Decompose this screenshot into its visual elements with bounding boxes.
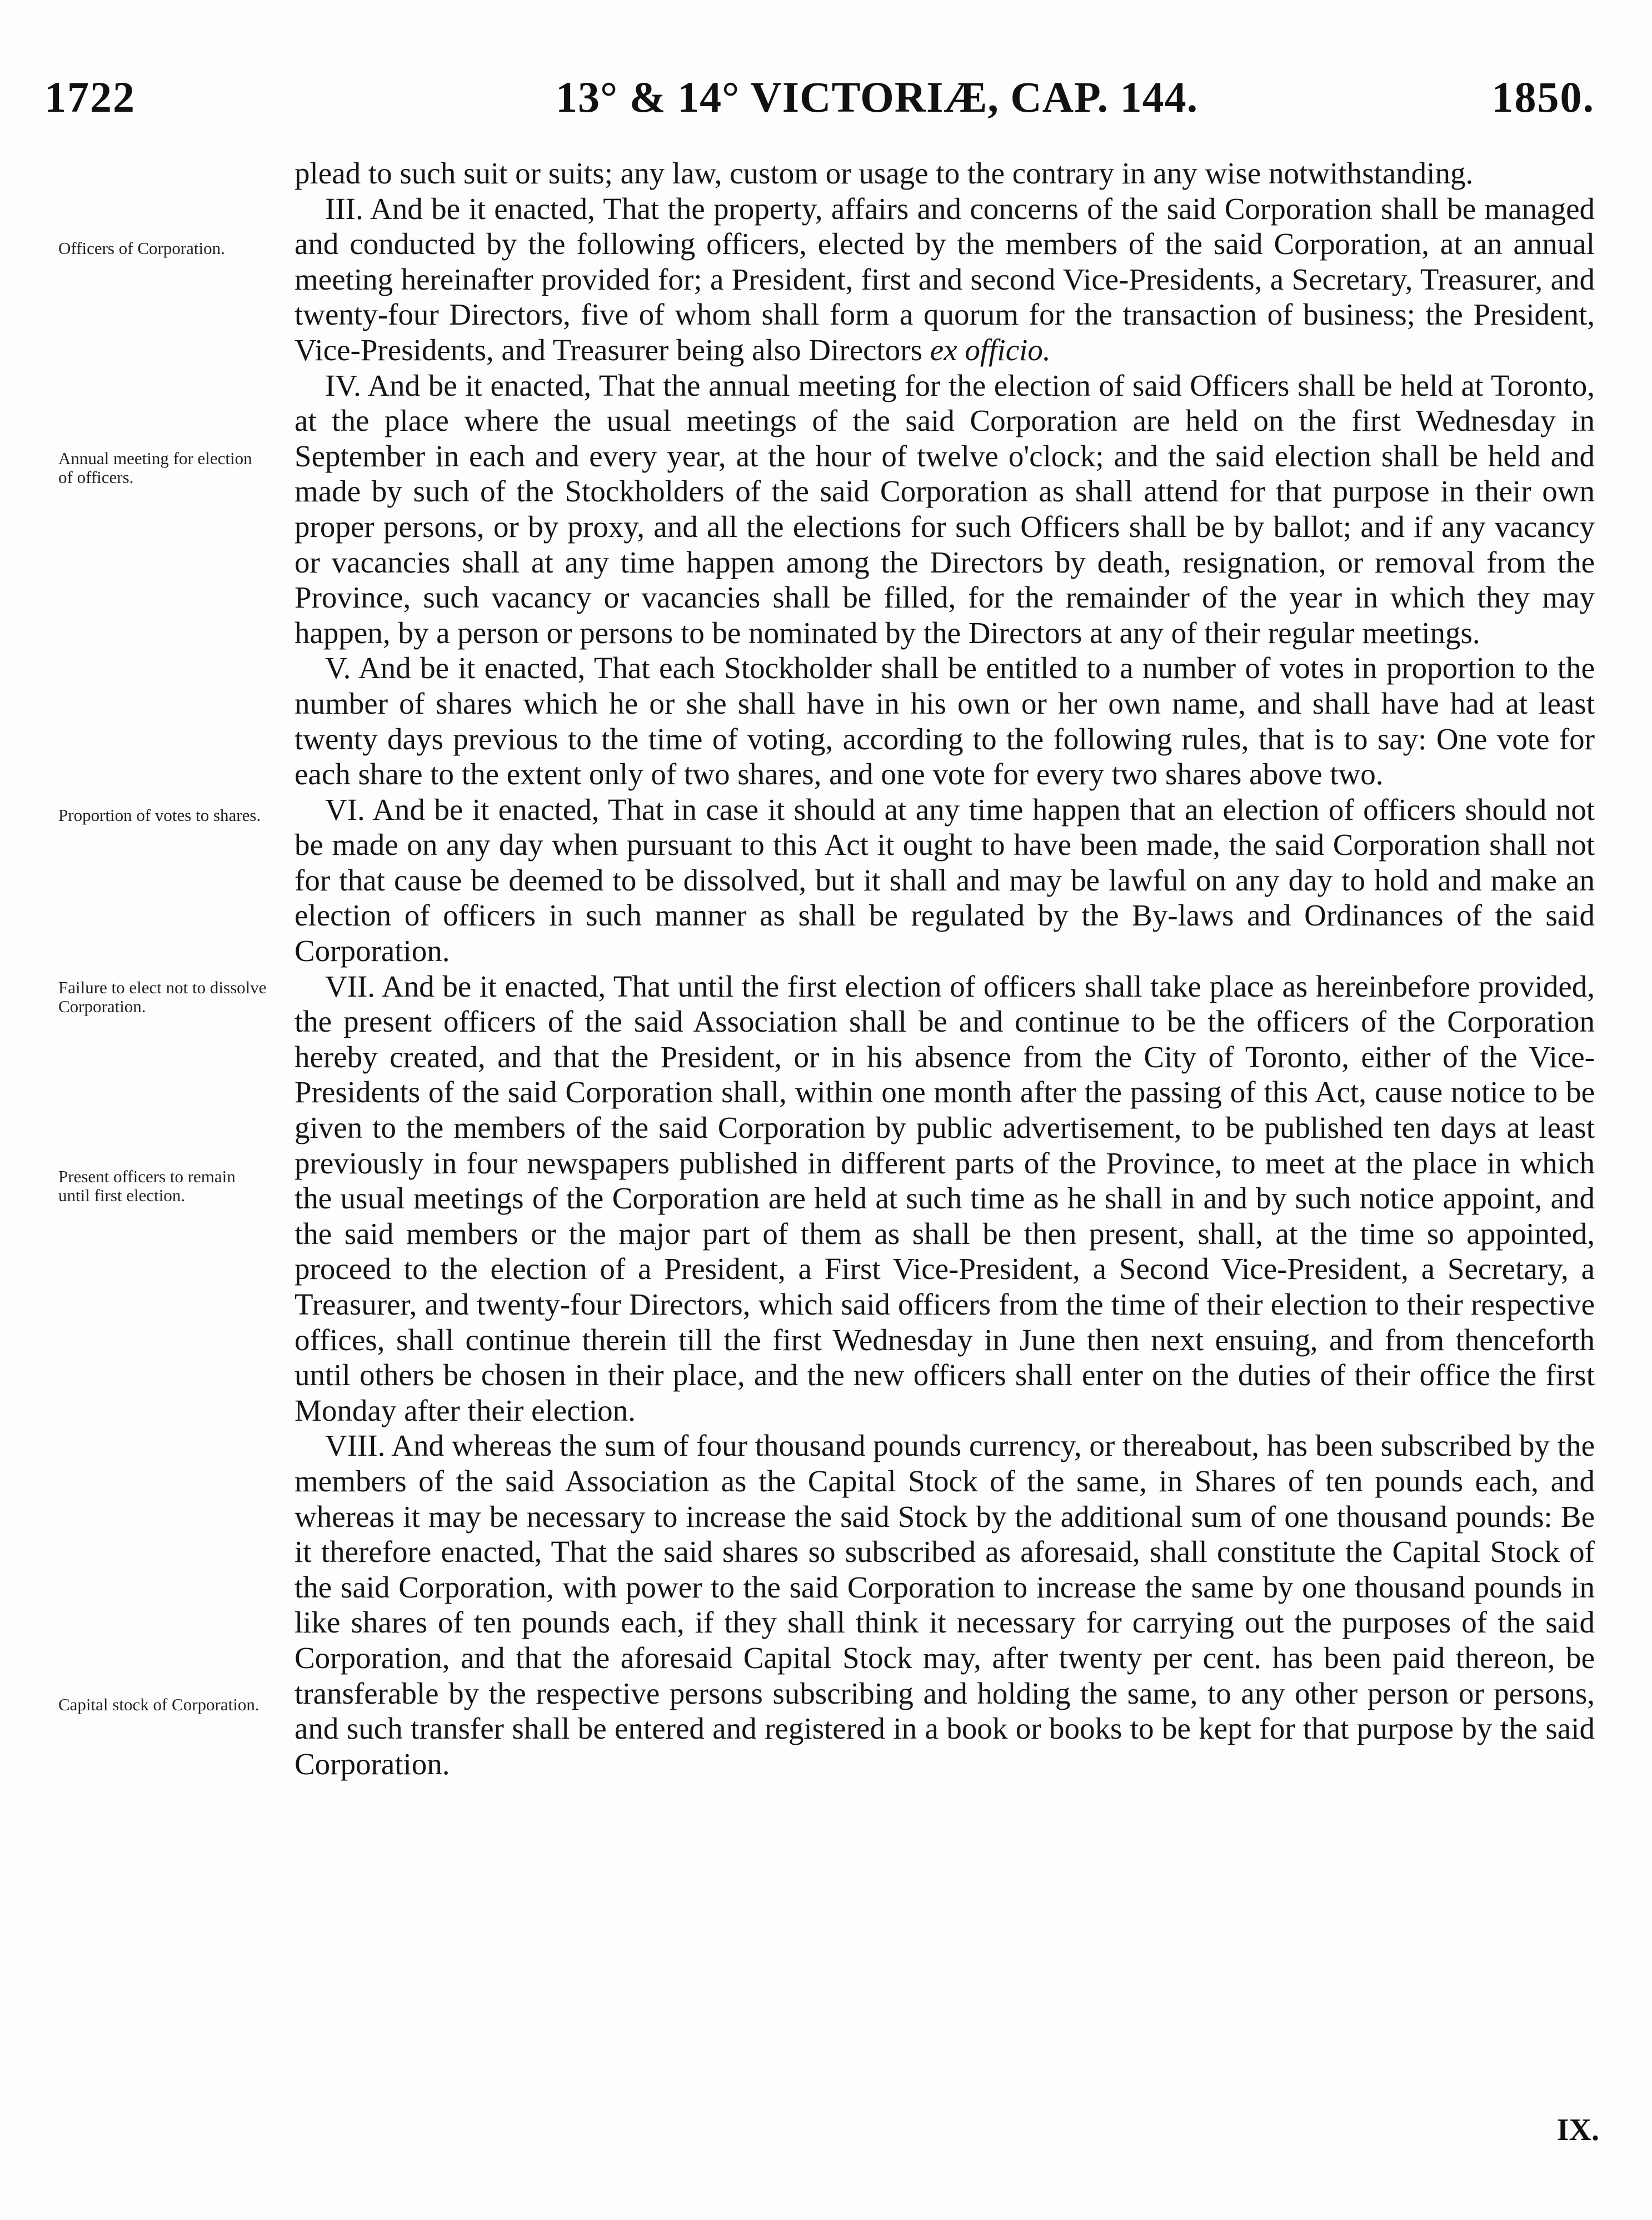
- page-number: 1722: [44, 73, 136, 121]
- header-year: 1850.: [1491, 73, 1595, 121]
- section-v: V. And be it enacted, That each Stockholder shall be entitled to a number of votes in proportion to the number of shares which he or she shall have in his own or her own name, and shall have had at least twenty days previous to the time of voting, according to the following rules, that is to say: One vote for each share to the extent only of two shares, and one vote for every two shares above two.: [295, 651, 1595, 792]
- section-viii: VIII. And whereas the sum of four thousand pounds currency, or thereabout, has been subscribed by the members of the said Association as the Capital Stock of the same, in Shares of ten pounds each, and whereas it may be necessary to increase the said Stock by the additional sum of one thousand pounds: Be it therefore enacted, That the said shares so subscribed as aforesaid, shall constitute the Capital Stock of the said Corporation, with power to the said Corporation to increase the same by one thousand pounds in like shares of ten pounds each, if they shall think it necessary for carrying out the purposes of the said Corporation, and that the aforesaid Capital Stock may, after twenty per cent. has been paid thereon, be transferable by the respective persons subscribing and holding the same, to any other person or persons, and such transfer shall be entered and registered in a book or books to be kept for that purpose by the said Corporation.: [295, 1428, 1595, 1781]
- running-title: 13° & 14° VICTORIÆ, CAP. 144.: [556, 73, 1199, 121]
- margin-note-capital-stock: Capital stock of Corporation.: [58, 1695, 259, 1714]
- section-iv: IV. And be it enacted, That the annual meeting for the election of said Officers shall be held at Toronto, at the place where the usual meetings of the said Corporation are held on the first Wednesday in September in each and every year, at the hour of twelve o'clock; and the said election shall be held and made by such of the Stockholders of the said Corporation as shall attend for that purpose in their own proper persons, or by proxy, and all the elections for such Officers shall be by ballot; and if any vacancy or vacancies shall at any time happen among the Directors by death, resignation, or removal from the Province, such vacancy or vacancies shall be filled, for the remainder of the year in which they may happen, by a person or persons to be nominated by the Directors at any of their regular meetings.: [295, 368, 1595, 650]
- margin-note-failure-to-elect: Failure to elect not to dissolve Corporation.: [58, 978, 267, 1016]
- section-vi: VI. And be it enacted, That in case it should at any time happen that an election of officers should not be made on any day when pursuant to this Act it ought to have been made, the said Corporation shall not for that cause be deemed to be dissolved, but it shall and may be lawful on any day to hold and make an election of officers in such manner as shall be regulated by the By-laws and Ordinances of the said Corporation.: [295, 792, 1595, 968]
- section-vii: VII. And be it enacted, That until the first election of officers shall take place as hereinbefore provided, the present officers of the said Association shall be and continue to be the officers of the Corporation hereby created, and that the President, or in his absence from the City of Toronto, either of the Vice-Presidents of the said Corporation shall, within one month after the passing of this Act, cause notice to be given to the members of the said Corporation by public advertisement, to be published ten days at least previously in four newspapers published in different parts of the Province, to meet at the place in which the usual meetings of the Corporation are held at such time as he shall in and by such notice appoint, and the said members or the major part of them as shall be then present, shall, at the time so appointed, proceed to the election of a President, a First Vice-President, a Second Vice-President, a Secretary, a Treasurer, and twenty-four Directors, which said officers from the time of their election to their respective offices, shall continue therein till the first Wednesday in June then next ensuing, and from thenceforth until others be chosen in their place, and the new officers shall enter on the duties of their office the first Monday after their election.: [295, 969, 1595, 1427]
- catchword: IX.: [1556, 2113, 1599, 2147]
- body-text: [295, 156, 1595, 1781]
- margin-note-annual-meeting: Annual meeting for election of officers.: [58, 449, 252, 487]
- page-header: [44, 72, 1595, 133]
- margin-note-present-officers: Present officers to remain until first election.: [58, 1167, 236, 1205]
- margin-note-officers: Officers of Corporation.: [58, 238, 225, 258]
- section-iii-text: III. And be it enacted, That the property, affairs and concerns of the said Corporation shall be managed and conducted by the following officers, elected by the members of the said Corporation, at an annual meeting hereinafter provided for; a President, first and second Vice-Presidents, a Secretary, Treasurer, and twenty-four Directors, five of whom shall form a quorum for the transaction of business; the President, Vice-Presidents, and Treasurer being also Directors: [295, 191, 1595, 367]
- section-iii: [295, 191, 1595, 368]
- margin-note-votes: Proportion of votes to shares.: [58, 805, 261, 825]
- paragraph-continuation: plead to such suit or suits; any law, custom or usage to the contrary in any wise notwithstanding.: [295, 156, 1474, 190]
- italic-ex-officio: ex officio.: [930, 332, 1051, 367]
